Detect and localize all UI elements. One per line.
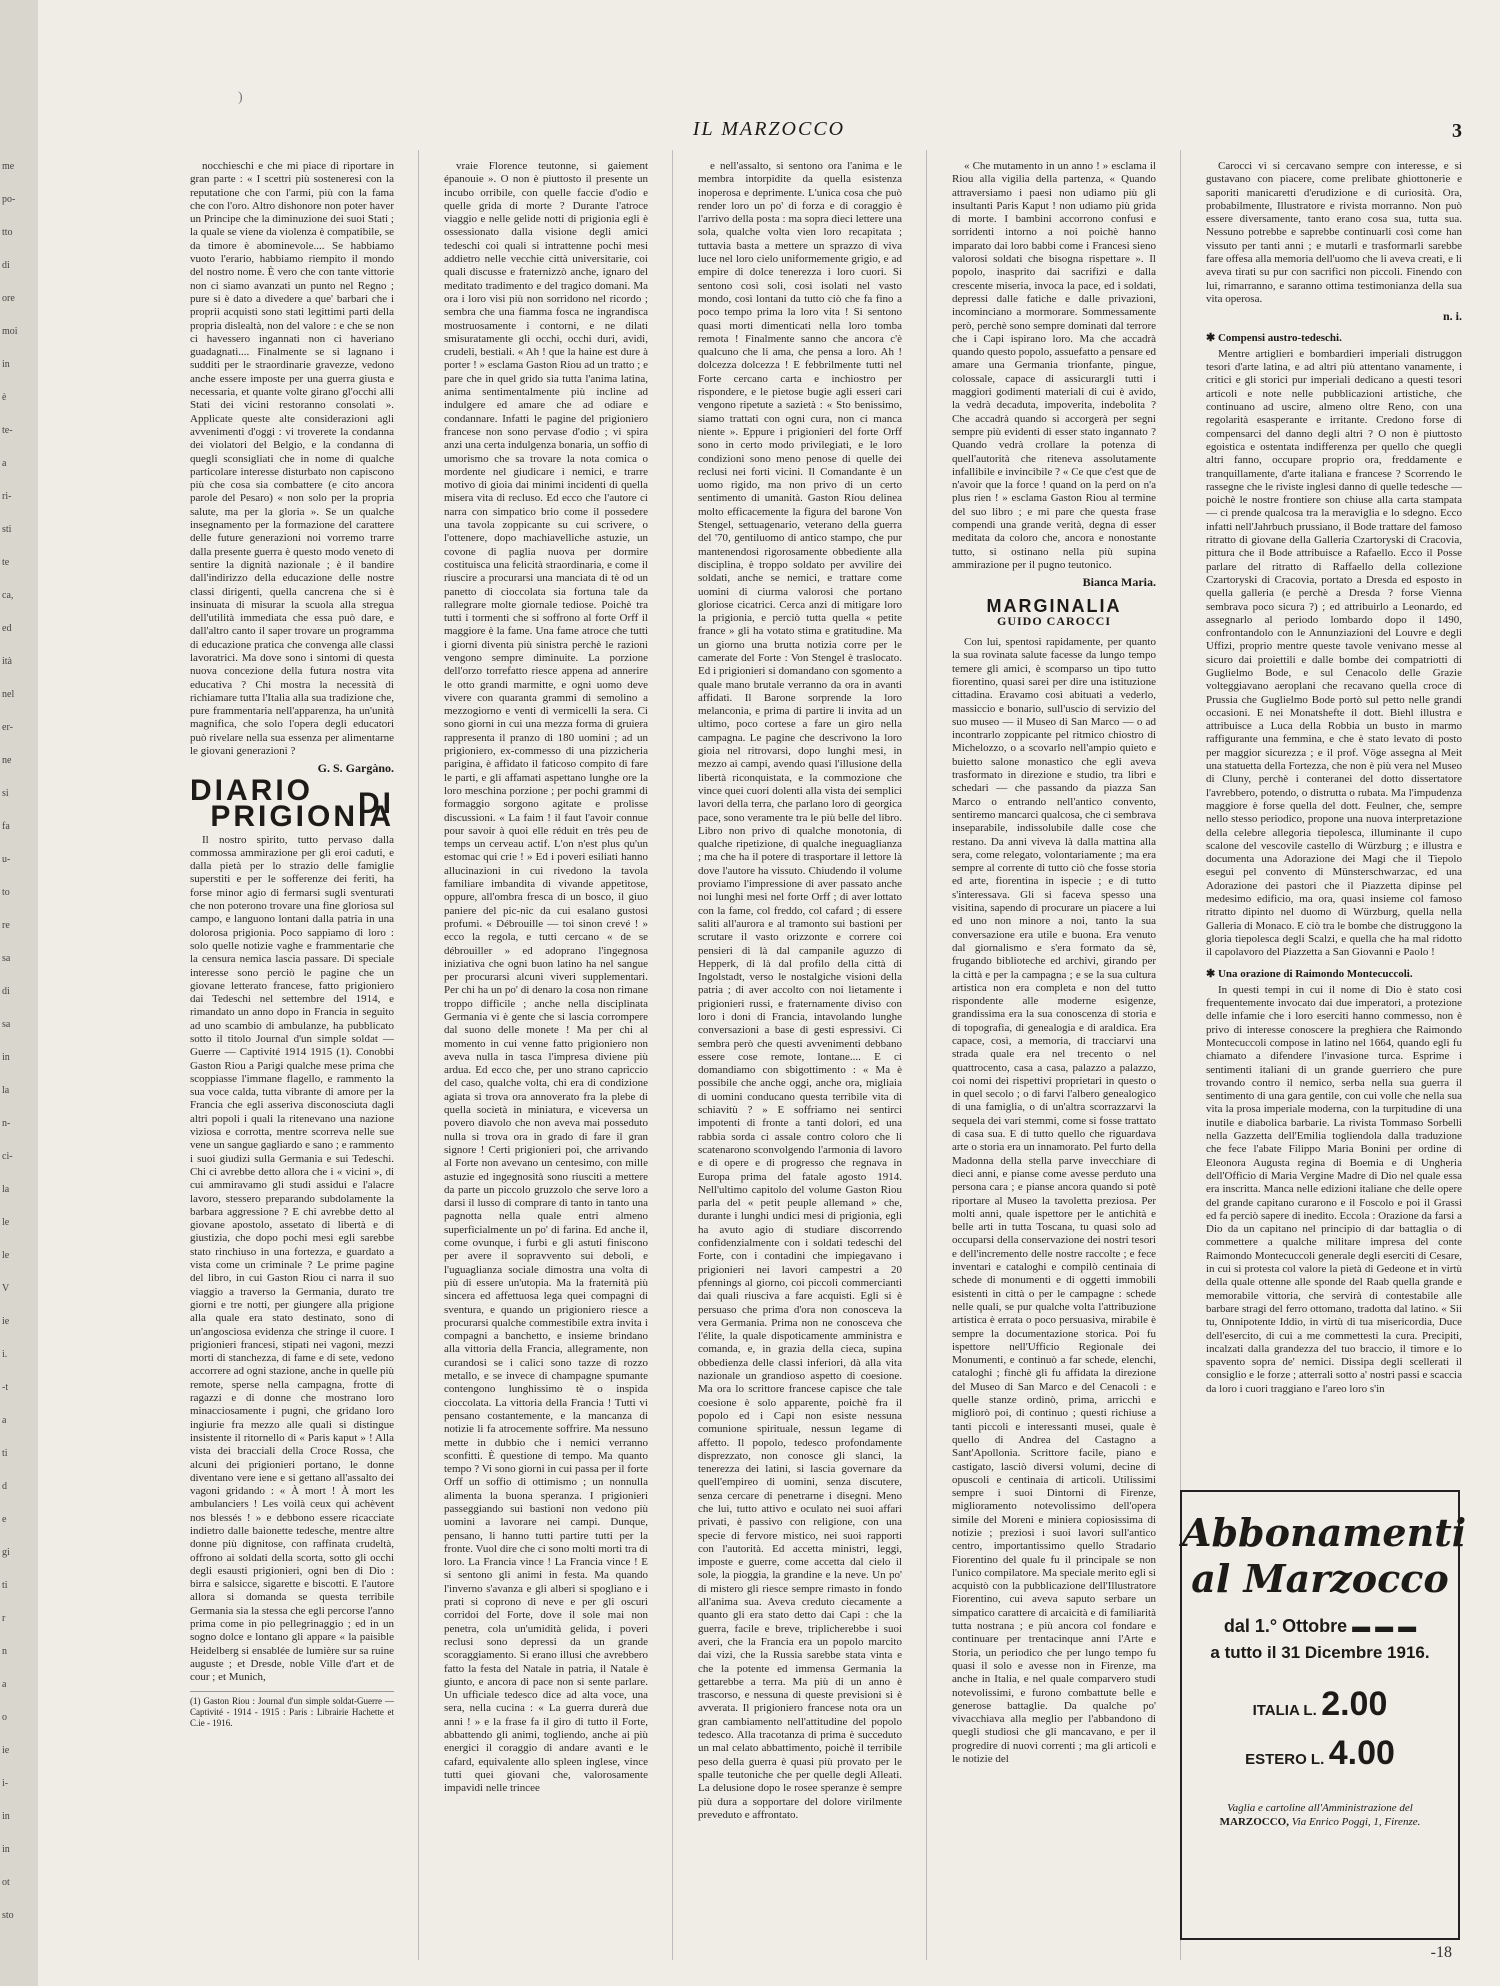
gutter-text-fragment: a	[2, 1679, 7, 1690]
handwritten-page-mark: -18	[1430, 1944, 1452, 1961]
gutter-text-fragment: po-	[2, 194, 16, 205]
gutter-text-fragment: a	[2, 458, 7, 469]
page-number: 3	[1452, 120, 1462, 142]
gutter-text-fragment: ti	[2, 1448, 8, 1459]
gutter-text-fragment: in	[2, 1811, 10, 1822]
gutter-text-fragment: ità	[2, 656, 12, 667]
gutter-text-fragment: sti	[2, 524, 12, 535]
gutter-text-fragment: me	[2, 161, 15, 172]
gutter-text-fragment: la	[2, 1184, 10, 1195]
gutter-text-fragment: ot	[2, 1877, 10, 1888]
article-title-line1: DIARIO	[190, 773, 313, 807]
gutter-text-fragment: in	[2, 1052, 10, 1063]
gutter-text-fragment: ie	[2, 1745, 10, 1756]
gutter-text-fragment: ore	[2, 293, 15, 304]
gutter-text-fragment: te-	[2, 425, 13, 436]
gutter-text-fragment: nel	[2, 689, 15, 700]
column-rule	[926, 150, 927, 1960]
masthead: IL MARZOCCO	[692, 118, 846, 140]
column-3	[698, 160, 902, 1950]
ad-end-date: a tutto il 31 Dicembre 1916.	[1210, 1643, 1430, 1662]
column-rule	[672, 150, 673, 1960]
gutter-text-fragment: ne	[2, 755, 12, 766]
gutter-text-fragment: n	[2, 1646, 7, 1657]
previous-page-gutter	[0, 0, 38, 1986]
gutter-text-fragment: -t	[2, 1382, 9, 1393]
price-abroad-label: ESTERO L.	[1245, 1751, 1325, 1768]
gutter-text-fragment: u-	[2, 854, 11, 865]
ad-start-date: dal 1.° Ottobre ▬ ▬ ▬	[1223, 1616, 1417, 1636]
gutter-text-fragment: r	[2, 1613, 6, 1624]
diario-article-ending: « Che mutamento in un anno ! » esclama il Riou alla vigilia della partenza, « Quando attraversiamo i paesi non udiamo più gli insultanti Paris Kaput ! non udiamo più grida di morte. I bambini accorrono confusi e sorridenti intorno a noi poichè hanno imparato dai loro babbi come i Francesi sieno valorosi soldati che bisogna rispettare ». Il popolo, inasprito dai sacrifizi e dalla crescente miseria, invoca la pace, ed i soldati, depressi dalle fatiche e dalle privazioni, incominciano a mormorare. Sommessamente però, perchè sono sempre dominati dal terrore che i Capi ispirano loro. Ma che accadrà quando questo popolo, assuefatto a pensare ed amare una Germania trionfante, pingue, colossale, capace di assicurargli tutti i maggiori godimenti materiali di cui è avido, la vedrà decaduta, impoverita, indebolita ? Che accadrà quando si accorgerà per segni sempre più evidenti di esser stato ingannato ? Quando vedrà crollare la potenza di quell'autorità che riteneva assolutamente infallibile e invincibile ? « Ce que c'est que de n'avoir que la force ! quand on la perd on n'a plus rien ! » esclama Gaston Riou al termine del suo libro ; e mi pare che questa frase compendi una grande verità, degna di esser meditata da coloro che, ancora e nonostante tutto, si ostinano nella più supina ammirazione per il pugno teutonico.	[952, 160, 1156, 571]
newspaper-page	[38, 0, 1500, 1986]
article-continuation-text: nocchieschi e che mi piace di riportare in gran parte : « I scettri più sosteneresi con la reputatione che con l'armi, più con la fama che con l'oro. Altro dishonore non poter haver un Principe che la diminuzione dei suoi Stati ; la quale se viene da violenza è compatibile, se da timore è abominevole.... Se habbiamo vuoto l'erario, habbiamo riempito il mondo del nostro nome. È vero che con tante vittorie non ci siamo avanzati un punto nel Regno ; pure si è dato a divedere a que' barbari che i proprii acquisti sono stati legittimi parti della propria dislealtà, non del valore : e che se non ci havessero ingannati non ci haveriano guadagnati.... Finalmente se si lagnano i sudditi per le straordinarie gravezze, vedono anche essere imposte per una guerra giusta e necessaria, et quante volte girano gl'occhi alli Stati dei vicini restoranno consolati ». Applicate queste alte considerazioni agli avvenimenti d'oggi : vi troverete la condanna dei violatori del Belgio, e la condanna di quegli sconsigliati che in nome di qualche particolare interesse disturbato non capiscono più che cosa sia combattere (e cito ancora parole del Pesaro) « non solo per la propria salute, ma per la gloria ». Se un qualche insegnamento per la formazione del carattere delle future generazioni noi vorremo trarre dalla presente guerra è questo modo veneto di sentire la dignità nazionale ; è il bandire dall'indirizzo della educazione delle nostre classi dirigenti, quella cancrena che si è insinuata di misurar la scuola alla stregua dell'utilità immediata che essa può dare, e dall'altro canto il saper trovare un programma di educazione pratica che convenga alle classi lavoratrici. Ma dove sono i sintomi di questa nuova concezione della futura nostra vita educativa ? Chi mostra la necessità di richiamare tutta l'Italia alla sua tradizione che, pure frammentaria nell'apparenza, ha un'unità magnifica, che solo l'opera degli educatori può rivelare nella sua essenza per alimentarne le giovani generazioni ?	[190, 160, 394, 758]
gutter-text-fragment: ie	[2, 1316, 10, 1327]
diario-article-continuation: e nell'assalto, si sentono ora l'anima e le membra intorpidite da quella esistenza inoperosa e deprimente. L'unica cosa che può render loro un po' di forza e di coraggio è l'arrivo della posta : ma sopra dieci lettere una sola, qualche volta vien loro recapitata ; tuttavia basta a mettere un sprazzo di viva luce nel loro cielo uniformemente grigio, e ad empire di dolce tenerezza i loro cuori. Si sentono così soli, così isolati nel vasto mondo, così lontani da tutto ciò che fa fino a poco tempo prima la loro vita ! Si sentono quasi morti dimenticati nella loro tomba remota ! Finalmente sanno che ancora c'è qualcuno che li ama, che pensa a loro. Ah ! dolcezza dolcezza ! E febbrilmente tutti nel Forte cercano carta e inchiostro per rispondere, e le pietose bugie agli esseri cari vengono ripetute a sazietà : « Sto benissimo, siamo trattati con ogni cura, non ci manca niente ». Eppure i prigionieri del forte Orff sono in certo modo privilegiati, e le loro condizioni sono meno penose di quelle dei reclusi nei forti vicini. Il Comandante è un uomo rigido, ma non privo di un certo sentimento di umanità. Gaston Riou delinea molto efficacemente la figura del barone Von Stengel, settuagenario, veterano della guerra del '70, gentiluomo di antico stampo, che pur mantenendosi rigorosamente obbediente alla disciplina, è troppo soldato per avvilire dei soldati, anche se nemici, e trattare come uomini di ciurma valorosi che portano gloriose cicatrici. Cerca anzi di mitigare loro la prigionia, e perciò tutta quella « petite france » gli ha votato stima e gratitudine. Ma un giorno una brutta notizia corre per le camerate del Forte : Von Stengel è traslocato. Ed i prigionieri si domandano con sgomento a quale mano brutale verranno da ora in avanti affidati. Il Barone sorprende la loro melanconia, e prima di partire li invita ad un ultimo, poco cortese a fare un giro nella campagna. Le pagine che descrivono la loro gioia nel ritrovarsi, dopo lunghi mesi, in mezzo ai campi, avendo quasi l'illusione della libertà riconquistata, e la commozione che vince quei cuori dolenti alla vista dei semplici lavori della terra, che parlano loro di georgica pace, sono veramente tra le più belle del libro. Libro non privo di qualche monotonia, di qualche ripetizione, di qualche ineguaglianza ; ma che ha il potere di trasportare il lettore là dove l'autore ha vissuto. Chiudendo il volume proviamo l'impressione di aver passato anche noi lunghi mesi nel forte Orff ; di aver lottato con la fame, col freddo, col cafard ; di essere saliti all'aurora e al tramonto sui bastioni per scrutare il vasto orizzonte e correre coi pensieri di là dal campanile aguzzo di Hepperk, di là dal profilo della città di Ingolstadt, verso le nostalgiche visioni della patria ; di aver accolto con noi lietamente i prigionieri russi, e fraternamente diviso con loro i doni di Francia, intavolando lunghe conversazioni a base di gesti espressivi. Ci sembra però che questi avvenimenti debbano essere cose remote, lontane.... E ci domandiamo con sbigottimento : « Ma è possibile che anche oggi, anche ora, migliaia di uomini conducano questa terribile vita di schiavitù ? » E soffriamo nei sentirci impotenti di fronte a tanti dolori, ed una rabbia sorda ci assale contro coloro che li scatenarono sconvolgendo l'armonia di lavoro e di opere e di progresso che regnava in Europa prima del fatale agosto 1914. Nell'ultimo capitolo del volume Gaston Riou parla del « petit peuple allemand » che, durante i lunghi undici mesi di prigionia, egli ha avuto agio di studiare discorrendo confidenzialmente con i soldati tedeschi del Forte, con i contadini che impiegavano i prigionieri nei lavori campestri a 20 pfennings al giorno, coi piccoli commercianti dai quali riusciva a fare acquisti. Egli si è persuaso che prima d'ora non conosceva la vera Germania. Prima non ne conosceva che l'élite, la quale dispoticamente amministra e comanda, e, in grazia della cieca, supina obbedienza delle classi inferiori, dà alla vita nazionale un grandioso aspetto di coesione. Ma ora lo scrittore francese capisce che tale coesione è solo apparente, poichè fra il popolo ed i Capi non esiste nessuna comunione spirituale, nessun legame di affetto. Il popolo, tedesco profondamente disprezzato, non conosce gli slanci, la tenerezza dei latini, si lascia governare da quell'empireo di uomini, senza discutere, senza cercare di penetrarne i disegni. Meno che lui, tutto attivo e oculato nei suoi affari privati, è passivo con religione, con una specie di fervore mistico, nei suoi rapporti con l'autorità. Ed accetta ministri, leggi, imposte e guerre, come accetta dal cielo il sole, la pioggia, la grandine e la neve. Un po' di mistero gli riesce sempre rimasto in fondo all'anima sua. Aveva creduto ciecamente a quanto gli era stato detto dai Capi : che la guerra, facile e breve, triplicherebbe i suoi averi, che la Francia era un popolo marcito dai vizi, che la Russia sarebbe stata vinta e che la potente ed immensa Germania la gettarebbe a terra. Ma più di un anno è trascorso, e nessuna di queste previsioni si è avverata. Il prigioniero francese nota ora un gran cambiamento nell'attitudine del popolo tedesco. Alla tracotanza di prima è succeduto un mal celato abbattimento, poichè il terribile peso della guerra è quasi più provato per le spalle teutoniche che per quelle degli Alleati. La delusione dopo le rosee speranze è sempre più dura a sopportare del dolore virilmente preveduto e affrontato.	[698, 160, 902, 1821]
gutter-text-fragment: ci-	[2, 1151, 13, 1162]
gutter-text-fragment: e	[2, 1514, 7, 1525]
gutter-text-fragment: è	[2, 392, 7, 403]
diario-article-text: Il nostro spirito, tutto pervaso dalla commossa ammirazione per gli eroi caduti, e dalla pietà per lo strazio delle famiglie superstiti e per le sofferenze dei feriti, ha forse minor agio di fermarsi sugli sventurati che non poterono trovare una fine gloriosa sul campo, e languono lontani dalla patria in una dolorosa prigionia. Poco sappiamo di loro : solo quelle notizie vaghe e frammentarie che la censura nemica lascia passare. Di speciale interesse sono perciò le pagine che un giovane letterato francese, fatto prigioniero dai Tedeschi nel settembre del 1914, e rimandato un anno dopo in Francia in seguito ad uno scambio di ambulanze, ha pubblicato sotto il titolo Journal d'un simple soldat — Guerre — Captivité 1914 1915 (1). Conobbi Gaston Riou a Parigi qualche mese prima che scoppiasse l'immane flagello, e rammento la sua voce calda, tutta vibrante di amore per la Francia che egli asseriva disconosciuta dagli altri popoli i quali la ritenevano una nazione viziosa e corrotta, mentre scorreva nelle sue vene un sangue gagliardo e sano ; e rammento i suoi giudizi sulla Germania e sui Tedeschi. Chi ci avrebbe detto allora che i « vicini », di cui ammiravamo gli studi assidui e l'alacre lavoro, stessero preparando subdolamente la barbara aggressione ? E chi avrebbe detto al giovane apostolo, assetato di libertà e di giustizia, che dopo pochi mesi egli sarebbe stato rinchiuso in una fortezza, e guardato a vista come un criminale ? Le prime pagine del libro, in cui Gaston Riou ci narra il suo viaggio a traverso la Germania, durato tre giorni e tre notti, per giungere alla prigione alla quale era stato destinato, sono di un'angosciosa evidenza che stringe il cuore. I prigionieri francesi, stipati nei vagoni, mezzi morti di stanchezza, di fame e di sete, vedono accorrere ad ogni stazione, anche in quelle più remote, sperse nella campagna, frotte di ragazzi e di donne che mostrano loro minacciosamente i pugni, che gridano loro ingiurie fra mezzo alle quali si distingue insistente il ritornello di « Paris kaput » ! Alla vista dei bracciali della Croce Rossa, che alcuni dei prigionieri portano, le donne diventano vere iene e si gettano all'assalto dei vagoni gridando : « À mort ! À mort les ambulanciers ! Les voilà ceux qui achèvent nos blessés ! » e debbono essere ricacciate indietro dalle baionette tedesche, mentre altre donne più dignitose, con raffinata crudeltà, offrono ai soldati della scorta, sotto gli occhi degli esausti prigionieri, ogni ben di Dio : birra e salsicce, sigarette e biscotti. E l'autore allora si domanda se questa terribile Germania sia la stessa che egli percorse l'anno prima come in pio pellegrinaggio ; ed in un sogno dolce e lontano gli appare « la paisible Heidelberg si ensablée de lumière sur sa ruine auguste ; et Dresde, noble Ville d'art et de cour ; et Munich,	[190, 833, 394, 1684]
gutter-text-fragment: d	[2, 1481, 7, 1492]
section-title: MARGINALIA	[986, 595, 1122, 616]
gutter-text-fragment: n-	[2, 1118, 11, 1129]
author-signature: Bianca Maria.	[1082, 575, 1156, 590]
page-header	[38, 118, 1500, 148]
author-initials: n. i.	[1442, 309, 1462, 324]
gutter-text-fragment: di	[2, 260, 10, 271]
top-margin-mark: )	[238, 90, 243, 105]
gutter-text-fragment: sa	[2, 1019, 11, 1030]
gutter-text-fragment: to	[2, 887, 10, 898]
footnote: (1) Gaston Riou : Journal d'un simple soldat-Guerre — Captivité - 1914 - 1915 : Paris : Librairie Hachette et C.ie - 1916.	[190, 1691, 394, 1729]
gutter-text-fragment: ti	[2, 1580, 8, 1591]
gutter-text-fragment: er-	[2, 722, 13, 733]
gutter-text-fragment: i-	[2, 1778, 9, 1789]
author-signature: G. S. Gargàno.	[317, 761, 394, 776]
article-title-line2: DI PRIGIONIA	[210, 786, 394, 834]
diario-article-continuation: vraie Florence teutonne, si gaiement épanouie ». O non è piuttosto il presente un incubo orribile, con quelle faccie d'odio e quelle grida di morte ? Durante l'atroce viaggio e nelle gelide notti di prigionia egli è ossessionato dalla visione degli amici tedeschi coi quali si intrattenne pochi mesi addietro nelle vecchie città universitarie, coi quali discusse e fraternizzò anche, ignaro del meditato tradimento e del tragico domani. Ma ora i loro visi più non sorridono nel ricordo ; sembra che una fiamma fosca ne ingrandisca mostruosamente i contorni, e ne dilati smisuratamente gli occhi, occhi duri, avidi, crudeli, bestiali. « Ah ! que la haine est dure à porter ! » esclama Gaston Riou ad un tratto ; e pare che in quel grido sia tutta l'anima latina, anima sentimentalmente più incline ad indulgere ed amare che ad odiare e condannare. Infatti le pagine del prigioniero francese non sono pervase d'odio ; vi spira anzi una certa indulgenza bonaria, un soffio di umorismo che sa trovare la nota comica o mordente nel giudicare i nemici, e trarre motivo di gioia dai minimi incidenti di quella misera vita di recluso. Ed ecco che l'autore ci narra con simpatico brio come il possedere una tavola zoppicante su cui scrivere, o l'ottenere, dopo machiavelliche astuzie, un covone di paglia nuova per dormire costituisca una felicità straordinaria, e come il riuscire a procurarsi una manciata di tè od un panetto di cioccolata sia fortuna tale da rallegrare molte giornale tediose. Poichè tra tutti i tormenti che si soffrono al forte Orff il maggiore è la fame. Una fame atroce che tutti i giorni diventa più sinistra perchè le razioni vengono sempre diminuite. La porzione dell'orzo torrefatto riesce appena ad annerire le otto grandi marmitte, e ogni uomo deve vivere con quaranta grammi di semolino a mezzogiorno e venti di vermicelli la sera. Ci sono giorni in cui una mezza forma di gruiera rappresenta il pranzo di 180 uomini ; ad un prigioniero, ex-commesso di una pizzicheria parigina, è affidato il faticoso compito di fare le parti, e gli affamati aspettano lunghe ore la loro meschina porzione ; per pochi grammi di formaggio sorgono agitate e prolisse discussioni. « La faim ! il faut l'avoir connue pour savoir à quoi elle réduit en très peu de temps un cerveau actif. L'on n'est plus qu'un estomac qui crie ! » Ed i poveri esiliati hanno allucinazioni in cui rivedono la tavola familiare imbandita di vivande appetitose, oppure, all'ombra fresca di un bosco, il giuo paniere del pic-nic da cui esalano gustosi profumi. « Débrouille — toi sinon crevé ! » ecco la regola, e tutti cercano « de se débrouiller » ed adoprano l'ingegnosa iniziativa che ogni buon latino ha nel sangue per procurarsi alcuni viveri supplementari. Per chi ha un po' di denaro la cosa non rimane troppo difficile ; anche nella disciplinata Germania vi è gente che si lascia corrompere dal suono delle monete ! Ma per chi al momento in cui venne fatto prigioniero non aveva nulla in tasca l'impresa diviene più ardua. Ed ecco che, per uno strano capriccio del caso, qualche volta, chi era di condizione agiata si trova ora annoverato fra la plebe di quella società in miniatura, e viceversa un povero diavolo che non aveva mai posseduto nulla si trova ora in grado di fare il gran signore ! Certi prigionieri poi, che arrivando al Forte non avevano un centesimo, con mille astuzie ed ingegnosità sono riusciti a mettere da parte un piccolo gruzzolo che serve loro a darsi il lusso di comprare di tanto in tanto una pagnotta nella quale entri almeno superficialmente un po' di farina. Ed anche il, come ovunque, i furbi e gli astuti finiscono per avere il sopravvento sui deboli, e l'uguaglianza sociale dimostra una volta di più di essere un'utopia. Ma la fraternità più sincera ed affettuosa lega quei compagni di sventura, e quando un prigioniero riesce a procurarsi qualche commestibile extra invita i compagni a banchetto, e insieme brindano alla vittoria della Francia, allegramente, non curandosi se i calici sono tazze di rozzo metallo, e se invece di champagne spumante contengono lunghissimo tè o inspida cioccolata. La vittoria della Francia ! Tutti vi pensano costantemente, e la mancanza di notizie li fa atrocemente soffrire. Ma nessuno mette in dubbio che i nemici verranno sconfitti. È questione di tempo. Ma quanto tempo ? Vi sono giorni in cui passa per il forte Orff un soffio di ottimismo ; un nonnulla alimenta la buona speranza. I prigionieri passeggiando sui bastioni non vedono più uomini a lavorare nei campi. Dunque, pensano, li hanno tutti partire tutti per la fronte. Vuol dire che ci sono molti morti tra di loro. La Francia vince ! La Francia vince ! E si sentono gli animi in festa. Ma quando l'inverno s'avanza e gli alberi si spogliano e i prati si coprono di neve e per gli oscuri corridoi del Forte, dove il sole mai non penetra, cola un'umidità gelida, i poveri reclusi sono depressi da un grande scoraggiamento. Si erano illusi che avrebbero fatto la festa del Natale in patria, il Natale è giunto, e ancora di pace non si sente parlare. Un ufficiale tedesco dice ad alta voce, una sera, nella cucina : « La guerra durerà due anni ! » e la frase fa il giro di tutto il Forte, abbattendo gli animi, togliendo, anche ai più energici il coraggio di andare avanti e le cafard, equivalente allo spleen inglese, vince tutti quei giovani che, valorosamente impavidi nelle trincee	[444, 160, 648, 1795]
column-4	[952, 160, 1156, 1950]
gutter-text-fragment: V	[2, 1283, 10, 1294]
gutter-text-fragment: fa	[2, 821, 10, 832]
gutter-text-fragment: re	[2, 920, 10, 931]
column-rule	[418, 150, 419, 1960]
column-5	[1206, 160, 1462, 1480]
subsection-text: In questi tempi in cui il nome di Dio è stato così frequentemente invocato dai due imperatori, a protezione delle infamie che i loro eserciti hanno commesso, non è privo di interesse conoscere la preghiera che Raimondo Montecuccoli compose in latino nel 1664, quando egli fu chiamato a difendere l'invasione turca. Esprime i sentimenti italiani di un grande guerriero che pure trovando contro il nemico, serba nella sua guerra il sentimento di una gara gentile, con cui volle che nella sua vita la prosa imperiale moderna, con la turpitudine di una inutile e diabolica barbarie. La rivista Tommaso Sorbelli nella Gazzetta dell'Emilia togliendola dalla traduzione che fece l'abate Filippo Maria Bonini per ordine di Eleonora Augusta regina di Boemia e di Ungheria dell'Officio di Maria Vergine Madre di Dio nel quale essa era inscritta. Manca nelle edizioni italiane che delle opere del grande capitano curarono e il Foscolo e poi il Grassi ed fa perciò sapere di inedito. Eccola : Orazione da farsi a Dio da un capitano nel principio di dar battaglia o di commettere a qualche militare impresa del conte Raimondo Montecuccoli generale degli eserciti di Cesare, in cui si protesta col valore la pietà di Gedeone et in virtù della quale ottenne alle sponde del Raab quella grande e memorabile vittoria, che servirà di contestabile alle barbare stragi del ferro ottomano, tradotta dal latino. « Sii tu, Onnipotente Iddio, in virtù di tua misericordia, Duce dell'esercito, di cui a me commettesti la cura. Precipiti, incalzati dalla grandezza del tuo braccio, il timore e lo spavento sopra de' nemici. Dissipa degli scellerati il consiglio e le forze ; atterrali sotto a' nostri passi e scaccia da loro i cuori traggiano e l'areo loro s'in	[1206, 983, 1462, 1395]
gutter-text-fragment: in	[2, 1844, 10, 1855]
price-italy-value: 2.00	[1321, 1685, 1388, 1723]
gutter-text-fragment: le	[2, 1217, 10, 1228]
gutter-text-fragment: i.	[2, 1349, 8, 1360]
marginalia-continuation: Carocci vi si cercavano sempre con interesse, e si gustavano con piacere, come prelibate ghiottonerie e saporiti manicaretti d'erudizione e di curiosità. Ora, probabilmente, Illustratore e rivista morranno. Non può essere diversamente, tanto erano cosa sua, tutta sua. Nessuno potrebbe e saprebbe continuarli così come han vissuto per tanti anni ; e mutarli e trasformarli sarebbe fare offesa alla memoria dell'uomo che li aveva creati, e li aveva tirati su pur con sacrifici non piccoli. Finendo con lui, rimarranno, e saranno ottima testimonianza della sua vita operosa.	[1206, 160, 1462, 305]
gutter-text-fragment: le	[2, 1250, 10, 1261]
ad-contact-text: Vaglia e cartoline all'Amministrazione del	[1227, 1802, 1413, 1814]
column-2	[444, 160, 648, 1950]
ad-contact-address: Via Enrico Poggi, 1, Firenze.	[1291, 1816, 1421, 1828]
gutter-text-fragment: si	[2, 788, 9, 799]
gutter-text-fragment: o	[2, 1712, 7, 1723]
gutter-text-fragment: sa	[2, 953, 11, 964]
gutter-text-fragment: ri-	[2, 491, 12, 502]
price-abroad-value: 4.00	[1328, 1734, 1395, 1772]
gutter-text-fragment: sto	[2, 1910, 14, 1921]
gutter-text-fragment: te	[2, 557, 10, 568]
marginalia-text: Con lui, spentosi rapidamente, per quanto la sua rovinata salute facesse da lungo tempo temere gli amici, è scomparso un tipo tutto fiorentino, quasi sarei per dire una istituzione cittadina. Eravamo così abituati a vederlo, massiccio e bonario, sull'uscio di servizio del suo museo — il Museo di San Marco — o ad incontrarlo zoppicante pel ritmico chiostro di Michelozzo, o a scovarlo nell'ampio quieto e buietto salone monastico che egli aveva trasformato in direzione e studio, tra libri e schedari — che passando da piazza San Marco o entrando nell'antico convento, sentiremo mancarci qualcosa, che ci sembrava inseparabile, indissolubile dalle cose che restano. Da anni viveva là dalla mattina alla sera, come relegato, volontariamente ; ma era sempre al corrente di tutto ciò che fosse storia ed arte, fiorentina in ispecie ; e di tutto s'interessava. Gli si faceva spesso una visitina, sapendo di procurare un piacere a lui ed uno non minore a noi, tanto la sua conversazione era utile e buona. Era venuto dal giornalismo e s'era formato da sè, frugando biblioteche ed archivi, girando per la città e per la campagna ; e se la sua cultura artistica non era completa e non del tutto rispondente alle moderne esigenze, grandissima era la sua conoscenza di storia e di topografia, di genealogia e di araldica. Era capace, così, a memoria, di tracciarvi una strada quale era nel trecento o nel quattrocento, casa a casa, palazzo a palazzo, coi nomi dei rispettivi proprietari in questo o in quel secolo ; o di farvi l'albero genealogico di una famiglia, o di un'altra scorrazzarvi la sequela dei vari stemmi, come si fosse trattato di casa sua. E di tutto quello che riguardava arte o storia era un innamorato. Pel furto della Madonna della stella parve invecchiare di dieci anni, e pianse come avesse perduto una persona cara ; e pianse ancora quando si potè riportare al Museo la tavoletta preziosa. Per molti anni, quale ispettore per le antichità e belle arti in tutta Toscana, tu quasi solo ad occuparsi della conservazione dei nostri tesori e dell'incremento delle nostre raccolte ; e fece inventari e cataloghi e compilò centinaia di schede di monumenti e di oggetti immobili esistenti in città o per le campagne : schede nelle quali, se pur qualche volta l'attribuzione artistica è errata o poco persuasiva, mirabile è sempre la documentazione storica. Poi fu ispettore nell'Ufficio Regionale dei Monumenti, e continuò a far schede, elenchi, cataloghi ; finchè gli fu affidata la direzione del Museo di San Marco e del Cenacoli : e quelle stanze ordinò, prima, arricchì e migliorò poi, di continuo ; questi richiuse a tanti piccoli e interessanti musei, quale è quello di Andrea del Castagno a Sant'Apollonia. Scrittore facile, piano e castigato, lasciò diversi volumi, decine di opuscoli e centinaia di articoli. Utilissimi sempre i suoi Dintorni di Firenze, miglioramento notevolissimo dell'opera simile del Moreni e miniera copiosissima di notizie ; preziosi i suoi lavori sull'antico centro, importantissimo quello Stradario Fiorentino del quale fu il principale se non l'unico compilatore. Ma speciale merito egli si acquistò con la pubblicazione dell'Illustratore Fiorentino, cui aveva saputo serbare un simpatico carattere di arcaicità e di familiarità tutta nostrana ; e più ancora col fondare e continuare per trentacinque anni l'Arte e Storia, un periodico che per lungo tempo fu quasi il solo e avesse non in Firenze, ma anche in Italia, e nel quale comparvero studi notevolissimi, e furono combattute belle e generose battaglie. Da qualche po' vivacchiava alla meglio per l'abbandono di quegli studiosi che gli mancavano, e per il progredire di nuovi correnti ; ma gli articoli e le notizie del	[952, 636, 1156, 1766]
gutter-text-fragment: moi	[2, 326, 18, 337]
gutter-text-fragment: di	[2, 986, 10, 997]
section-author: GUIDO CAROCCI	[996, 613, 1111, 628]
price-italy-label: ITALIA L.	[1252, 1702, 1317, 1719]
ad-contact-info	[1198, 1801, 1442, 1829]
price-italy	[1182, 1685, 1458, 1724]
gutter-text-fragment: ca,	[2, 590, 14, 601]
ad-headline: Abbonamenti	[1182, 1510, 1467, 1555]
price-abroad	[1182, 1734, 1458, 1773]
ad-contact-name: MARZOCCO,	[1219, 1816, 1289, 1828]
column-1	[190, 160, 394, 1950]
gutter-text-fragment: la	[2, 1085, 10, 1096]
subscription-advertisement	[1180, 1490, 1467, 1940]
gutter-text-fragment: gi	[2, 1547, 10, 1558]
gutter-text-fragment: in	[2, 359, 10, 370]
gutter-text-fragment: tto	[2, 227, 13, 238]
subsection-text: Mentre artiglieri e bombardieri imperiali distruggon tesori d'arte latina, e ad altri più attentano vanamente, i critici e gli storici pur imperiali dedicano a questi tesori articoli e note nelle pubblicazioni artistiche, che continuano ad uscire, almeno oltre Reno, con una regolarità esasperante e irritante. Credono forse di compensarci del danno degli altri ? O non è piuttosto egoistica e ostentata indifferenza per quello che quegli altri fanno, occupare proprio ora, freddamente e tranquillamente, d'arte italiana e francese ? Scorrendo le rassegne che le riviste inglesi danno di quelle tedesche — poichè le nostre frontiere son chiuse alla carta stampata — ci prende qualcosa tra la meraviglia e lo sdegno. Ecco infatti nell'Jahrbuch prussiano, il Bode trattare del famoso ritratto di giovane della Galleria Czartoryski di Cracovia, pittura che il Bode attribuisce a Rafaello. Ecco il Posse parlare del ritratto di Raffaello della collezione Czartoryski di Cracovia, portato a Dresda ed esposto in quella galleria (e perchè a Dresda ? forse Vienna sembrava poco sicura ?) ; ed attribuirlo a Leonardo, ed assegnarlo al periodo lombardo dopo il 1490, confrontandolo con le Annunziazioni del Louvre e degli Uffizi, proprio mentre queste tavole venivano messe al sicuro dai proiettili e dalle bombe dei compatriotti di Guglielmo Bode, e sul Cenacolo delle Grazie volteggiavano aeroplani che recavano quella croce di Prussia che Guglielmo Bode portò sul petto nelle grandi occasioni. E nei Monatshefte il dott. Biehl illustra e attribuisce a Luca della Robbia un busto in marmo raffigurante una femmina, e che è stato levato di posto per maggior sicurezza ; e il prof. Vöge assegna al Meit una statuetta della Fortezza, che non è più vera nel Museo di Cluny, perchè i conteranei del dotto dissertatore l'avrebbero, potendo, o distrutta o rubata. Ma l'impudenza maggiore è forse quella del dott. Feulner, che, sempre nello stesso periodico, propone una nuova interpretazione della celebre allegoria tiepolesca, illuminante il cupo scalone del vescovile castello di Würzburg ; e illustra e documenta una Adorazione dei Magi che il Tiepolo eseguì pel convento di Münsterschwarzac, ed una Adorazione dei pastori che il Piazzetta dipinse pel medesimo edificio, ma ora, quasi insieme col famoso ritratto dipinto nel duomo di Würzburg, quella nella Galleria di Monaco. E ciò tra le bombe che distruggono la gloria tiepolesca degli Scalzi, e quella che ha mal ridotto il capolavoro del Piazzetta a San Giovanni e Paolo !	[1206, 347, 1462, 959]
gutter-text-fragment: a	[2, 1415, 7, 1426]
ad-masthead: al Marzocco	[1191, 1556, 1449, 1601]
gutter-text-fragment: ed	[2, 623, 12, 634]
subsection-title: ✱ Compensi austro-tedeschi.	[1206, 331, 1342, 344]
subsection-title: ✱ Una orazione di Raimondo Montecuccoli.	[1206, 967, 1413, 980]
